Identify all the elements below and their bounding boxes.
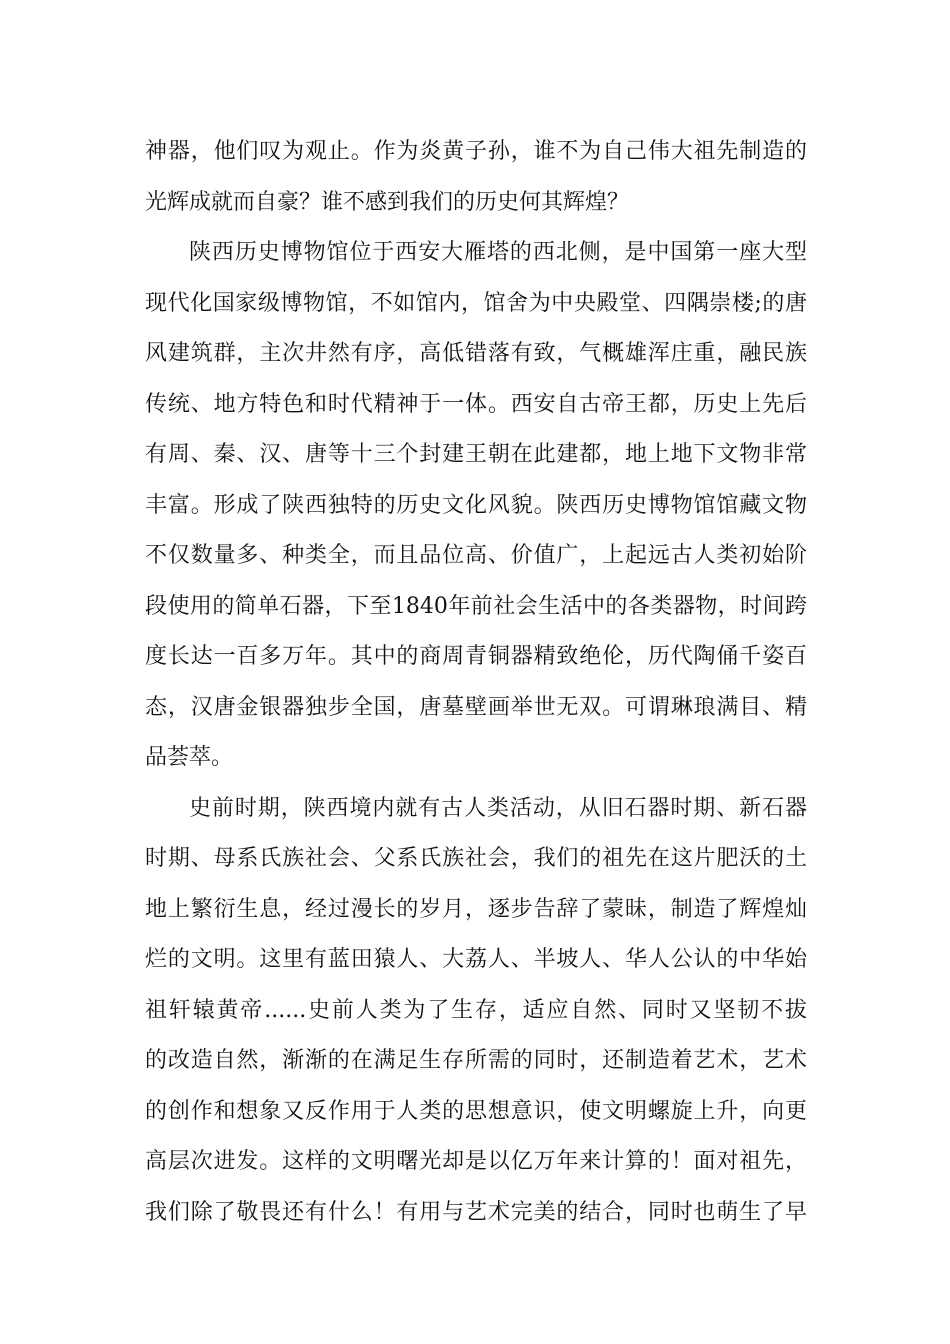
- text-line: 陕西历史博物馆位于西安大雁塔的西北侧，是中国第一座大型: [189, 240, 807, 265]
- text-line: 高层次进发。这样的文明曙光却是以亿万年来计算的！面对祖先，: [145, 1149, 807, 1174]
- text-line: 光辉成就而自豪？谁不感到我们的历史何其辉煌？: [145, 189, 630, 215]
- text-line: 不仅数量多、种类全，而且品位高、价值广，上起远古人类初始阶: [145, 543, 807, 568]
- text-line: 段使用的简单石器，下至1840年前社会生活中的各类器物，时间跨: [145, 593, 807, 619]
- text-line: 现代化国家级博物馆，不如馆内，馆舍为中央殿堂、四隅崇楼;的唐: [145, 290, 807, 316]
- text-line: 史前时期，陕西境内就有古人类活动，从旧石器时期、新石器: [189, 795, 807, 821]
- text-line: 烂的文明。这里有蓝田猿人、大荔人、半坡人、华人公认的中华始: [145, 947, 807, 972]
- text-line: 传统、地方特色和时代精神于一体。西安自古帝王都，历史上先后: [145, 391, 807, 417]
- text-line: 度长达一百多万年。其中的商周青铜器精致绝伦，历代陶俑千姿百: [145, 644, 807, 669]
- text-line: 的创作和想象又反作用于人类的思想意识，使文明螺旋上升，向更: [145, 1098, 807, 1124]
- text-line: 神器，他们叹为观止。作为炎黄子孙，谁不为自己伟大祖先制造的: [145, 139, 807, 164]
- text-line: 我们除了敬畏还有什么！有用与艺术完美的结合，同时也萌生了早: [145, 1199, 807, 1225]
- text-line: 品荟萃。: [145, 745, 234, 770]
- text-line: 态，汉唐金银器独步全国，唐墓壁画举世无双。可谓琳琅满目、精: [145, 694, 807, 720]
- text-line: 风建筑群，主次井然有序，高低错落有致，气概雄浑庄重，融民族: [145, 341, 807, 366]
- text-line: 丰富。形成了陕西独特的历史文化风貌。陕西历史博物馆馆藏文物: [145, 492, 807, 518]
- text-line: 地上繁衍生息，经过漫长的岁月，逐步告辞了蒙昧，制造了辉煌灿: [145, 896, 807, 922]
- text-line: 时期、母系氏族社会、父系氏族社会，我们的祖先在这片肥沃的土: [145, 846, 807, 871]
- body-text: [145, 127, 807, 1238]
- text-line: 有周、秦、汉、唐等十三个封建王朝在此建都，地上地下文物非常: [145, 442, 807, 467]
- text-line: 祖轩辕黄帝......史前人类为了生存，适应自然、同时又坚韧不拔: [145, 997, 807, 1023]
- text-line: 的改造自然，渐渐的在满足生存所需的同时，还制造着艺术，艺术: [145, 1048, 807, 1073]
